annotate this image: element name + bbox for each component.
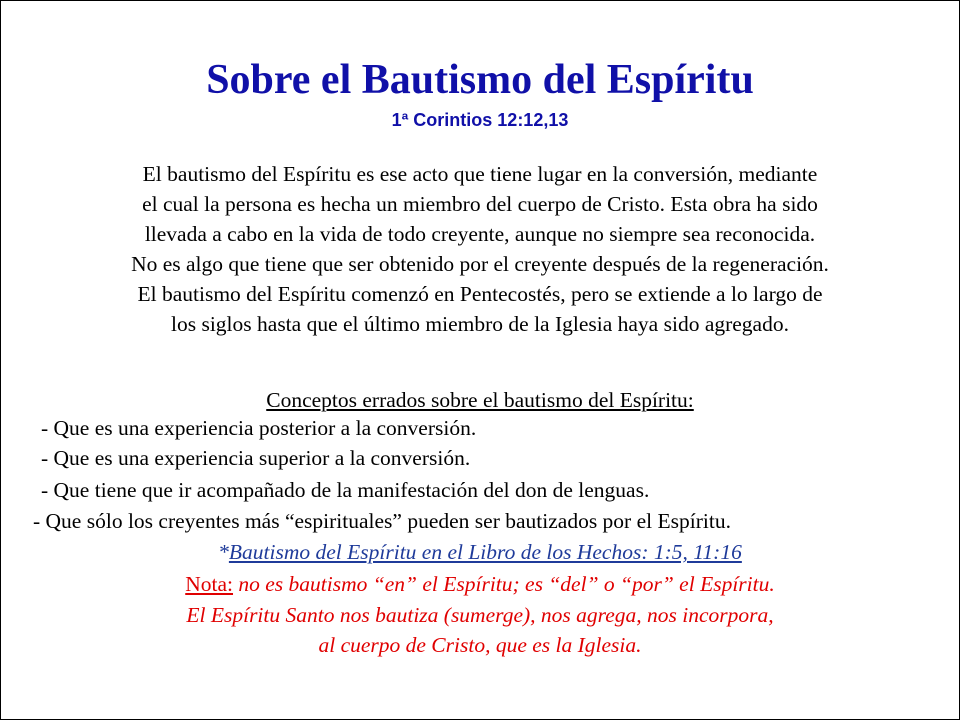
concept-item: - Que es una experiencia superior a la conversión. [41, 446, 471, 470]
slide-title: Sobre el Bautismo del Espíritu [206, 57, 754, 103]
paragraph-line: los siglos hasta que el último miembro de la Iglesia haya sido agregado. [171, 312, 789, 336]
concept-item: - Que es una experiencia posterior a la conversión. [41, 416, 477, 440]
note-text: no es bautismo “en” el Espíritu; es “del” o “por” el Espíritu. [233, 572, 775, 596]
paragraph-line: El bautismo del Espíritu comenzó en Pentecostés, pero se extiende a lo largo de [137, 282, 823, 306]
paragraph-line: No es algo que tiene que ser obtenido por el creyente después de la regeneración. [131, 252, 829, 276]
paragraph-line: El bautismo del Espíritu es ese acto que tiene lugar en la conversión, mediante [142, 162, 818, 186]
paragraph-line: llevada a cabo en la vida de todo creyente, aunque no siempre sea reconocida. [144, 222, 816, 246]
intro-paragraph [21, 159, 939, 339]
note-explanation [1, 600, 959, 660]
concepts-heading: Conceptos errados sobre el bautismo del Espíritu: [266, 388, 694, 412]
hechos-link[interactable]: Bautismo del Espíritu en el Libro de los Hechos: 1:5, 11:16 [228, 540, 742, 564]
hechos-link-line [1, 537, 959, 567]
note-explanation-line: al cuerpo de Cristo, que es la Iglesia. [318, 633, 642, 657]
scripture-reference: 1ª Corintios 12:12,13 [391, 110, 569, 130]
link-prefix: * [218, 540, 229, 564]
concept-item: - Que sólo los creyentes más “espirituales” pueden ser bautizados por el Espíritu. [33, 509, 731, 533]
note-line [1, 569, 959, 599]
note-explanation-line: El Espíritu Santo nos bautiza (sumerge), nos agrega, nos incorpora, [186, 603, 774, 627]
paragraph-line: el cual la persona es hecha un miembro del cuerpo de Cristo. Esta obra ha sido [142, 192, 818, 216]
note-label: Nota: [185, 572, 234, 596]
concept-item: - Que tiene que ir acompañado de la manifestación del don de lenguas. [41, 478, 650, 502]
